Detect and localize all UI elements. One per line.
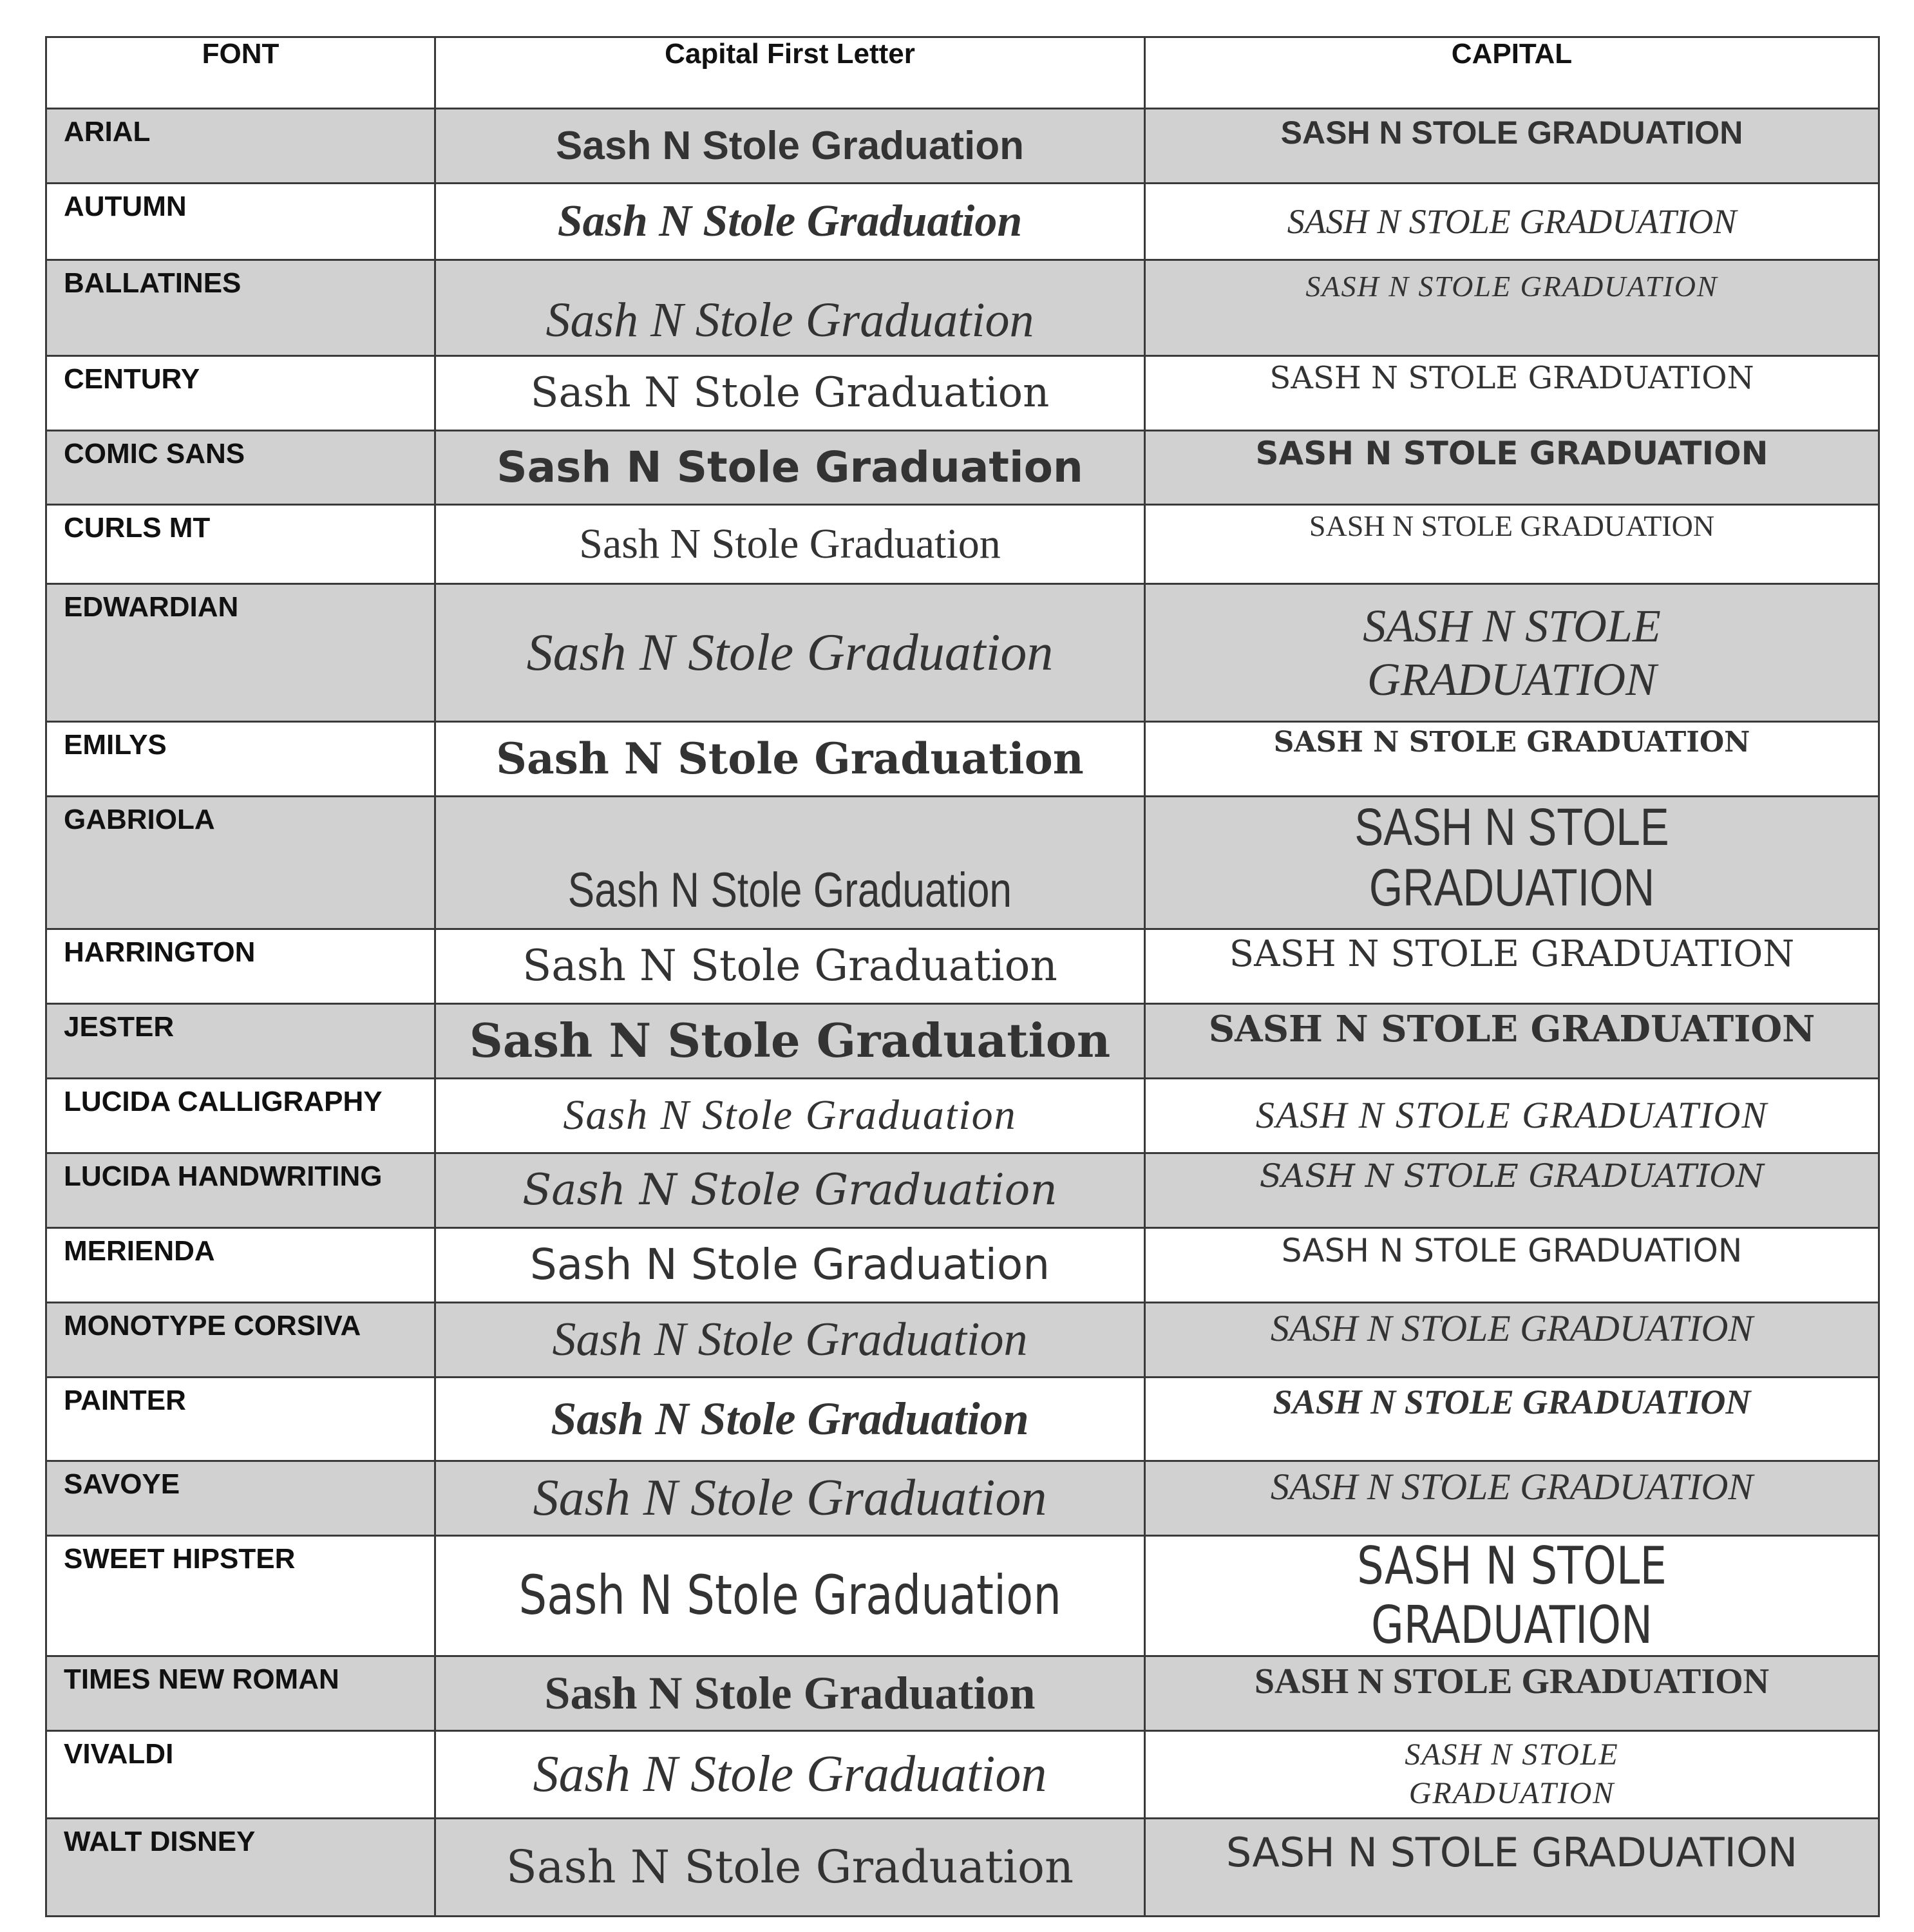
sample-capital-first: Sash N Stole Graduation bbox=[552, 1312, 1028, 1366]
sample-capital-first: Sash N Stole Graduation bbox=[533, 1746, 1047, 1803]
font-name-cell: EMILYS bbox=[46, 722, 435, 797]
sample-capital-first: Sash N Stole Graduation bbox=[518, 1564, 1061, 1627]
sample-capital: SASH N STOLE GRADUATION bbox=[1259, 1157, 1765, 1195]
sample-capital-first: Sash N Stole Graduation bbox=[556, 123, 1024, 168]
sample-capital: SASH N STOLE GRADUATION bbox=[1226, 1828, 1798, 1876]
table-row bbox=[46, 431, 1879, 505]
sample-capital-first: Sash N Stole Graduation bbox=[506, 1840, 1074, 1893]
sample-capital: SASH N STOLE GRADUATION bbox=[1363, 600, 1661, 705]
table-row bbox=[46, 1818, 1879, 1916]
font-name-cell: BALLATINES bbox=[46, 260, 435, 356]
sample-capital: SASH N STOLE GRADUATION bbox=[1208, 1007, 1815, 1050]
sample-capital: SASH N STOLE GRADUATION bbox=[1255, 435, 1768, 472]
font-name-cell: WALT DISNEY bbox=[46, 1818, 435, 1916]
sample-capital-first: Sash N Stole Graduation bbox=[522, 1165, 1057, 1215]
table-row bbox=[46, 505, 1879, 584]
sample-capital-first: Sash N Stole Graduation bbox=[533, 1470, 1047, 1527]
sample-capital: SASH N STOLE GRADUATION bbox=[1309, 509, 1715, 542]
table-row bbox=[46, 1153, 1879, 1227]
sample-capital-first: Sash N Stole Graduation bbox=[563, 1092, 1017, 1139]
table-row bbox=[46, 1377, 1879, 1461]
sample-capital: SASH N STOLE GRADUATION bbox=[1273, 1382, 1751, 1421]
sample-capital-first: Sash N Stole Graduation bbox=[529, 1240, 1050, 1290]
table-row bbox=[46, 356, 1879, 431]
table-row bbox=[46, 797, 1879, 929]
font-name-cell: LUCIDA CALLIGRAPHY bbox=[46, 1078, 435, 1153]
font-name-cell: EDWARDIAN bbox=[46, 584, 435, 722]
sample-capital: SASH N STOLE GRADUATION bbox=[1254, 1661, 1770, 1701]
header-capital: CAPITAL bbox=[1145, 37, 1879, 109]
sample-capital: SASH N STOLE GRADUATION bbox=[1273, 726, 1750, 759]
sample-capital-first: Sash N Stole Graduation bbox=[551, 1392, 1029, 1444]
sample-capital-first: Sash N Stole Graduation bbox=[557, 196, 1023, 246]
table-row bbox=[46, 584, 1879, 722]
sample-capital-first: Sash N Stole Graduation bbox=[545, 292, 1034, 347]
table-row bbox=[46, 1535, 1879, 1656]
sample-capital: SASH N STOLE GRADUATION bbox=[1270, 1307, 1754, 1349]
sample-capital-first: Sash N Stole Graduation bbox=[496, 733, 1084, 784]
sample-capital-first: Sash N Stole Graduation bbox=[522, 941, 1057, 991]
table-row bbox=[46, 1656, 1879, 1730]
font-name-cell: CENTURY bbox=[46, 356, 435, 431]
table-row bbox=[46, 109, 1879, 184]
font-name-cell: JESTER bbox=[46, 1003, 435, 1078]
font-name-cell: MERIENDA bbox=[46, 1227, 435, 1302]
sample-capital-first: Sash N Stole Graduation bbox=[544, 1667, 1036, 1719]
sample-capital-first: Sash N Stole Graduation bbox=[567, 863, 1012, 918]
font-sample-table bbox=[45, 36, 1880, 1917]
header-capital-first-letter: Capital First Letter bbox=[435, 37, 1145, 109]
font-name-cell: COMIC SANS bbox=[46, 431, 435, 505]
font-name-cell: MONOTYPE CORSIVA bbox=[46, 1302, 435, 1377]
sample-capital: SASH N STOLE GRADUATION bbox=[1269, 360, 1754, 396]
font-name-cell: VIVALDI bbox=[46, 1730, 435, 1818]
sample-capital: SASH N STOLE GRADUATION bbox=[1287, 202, 1737, 241]
table-row bbox=[46, 1730, 1879, 1818]
table-row bbox=[46, 1461, 1879, 1535]
font-name-cell: ARIAL bbox=[46, 109, 435, 184]
font-name-cell: SWEET HIPSTER bbox=[46, 1535, 435, 1656]
sample-capital: SASH N STOLE GRADUATION bbox=[1270, 1465, 1754, 1508]
sample-capital: SASH N STOLE GRADUATION bbox=[1281, 1231, 1743, 1269]
sample-capital: SASH N STOLE GRADUATION bbox=[1357, 1535, 1667, 1655]
font-name-cell: LUCIDA HANDWRITING bbox=[46, 1153, 435, 1227]
font-name-cell: TIMES NEW ROMAN bbox=[46, 1656, 435, 1730]
sample-capital-first: Sash N Stole Graduation bbox=[497, 442, 1083, 493]
sample-capital-first: Sash N Stole Graduation bbox=[526, 623, 1054, 682]
sample-capital: SASH N STOLE GRADUATION bbox=[1405, 1738, 1619, 1811]
table-row bbox=[46, 1078, 1879, 1153]
font-name-cell: CURLS MT bbox=[46, 505, 435, 584]
table-row bbox=[46, 184, 1879, 260]
table-row bbox=[46, 1003, 1879, 1078]
font-name-cell: HARRINGTON bbox=[46, 929, 435, 1003]
sample-capital: SASH N STOLE GRADUATION bbox=[1229, 933, 1795, 975]
sample-capital: SASH N STOLE GRADUATION bbox=[1280, 115, 1743, 151]
sample-capital: SASH N STOLE GRADUATION bbox=[1255, 1094, 1768, 1136]
table-row bbox=[46, 722, 1879, 797]
sample-capital-first: Sash N Stole Graduation bbox=[469, 1012, 1111, 1068]
header-row bbox=[46, 37, 1879, 109]
font-name-cell: GABRIOLA bbox=[46, 797, 435, 929]
sample-capital: SASH N STOLE GRADUATION bbox=[1305, 270, 1718, 303]
table-row bbox=[46, 1227, 1879, 1302]
sample-capital-first: Sash N Stole Graduation bbox=[530, 368, 1050, 417]
font-name-cell: SAVOYE bbox=[46, 1461, 435, 1535]
sample-capital: SASH N STOLE GRADUATION bbox=[1354, 798, 1669, 918]
table-row bbox=[46, 260, 1879, 356]
sample-capital-first: Sash N Stole Graduation bbox=[579, 520, 1001, 568]
header-font: FONT bbox=[46, 37, 435, 109]
table-row bbox=[46, 1302, 1879, 1377]
table-row bbox=[46, 929, 1879, 1003]
font-name-cell: PAINTER bbox=[46, 1377, 435, 1461]
font-name-cell: AUTUMN bbox=[46, 184, 435, 260]
